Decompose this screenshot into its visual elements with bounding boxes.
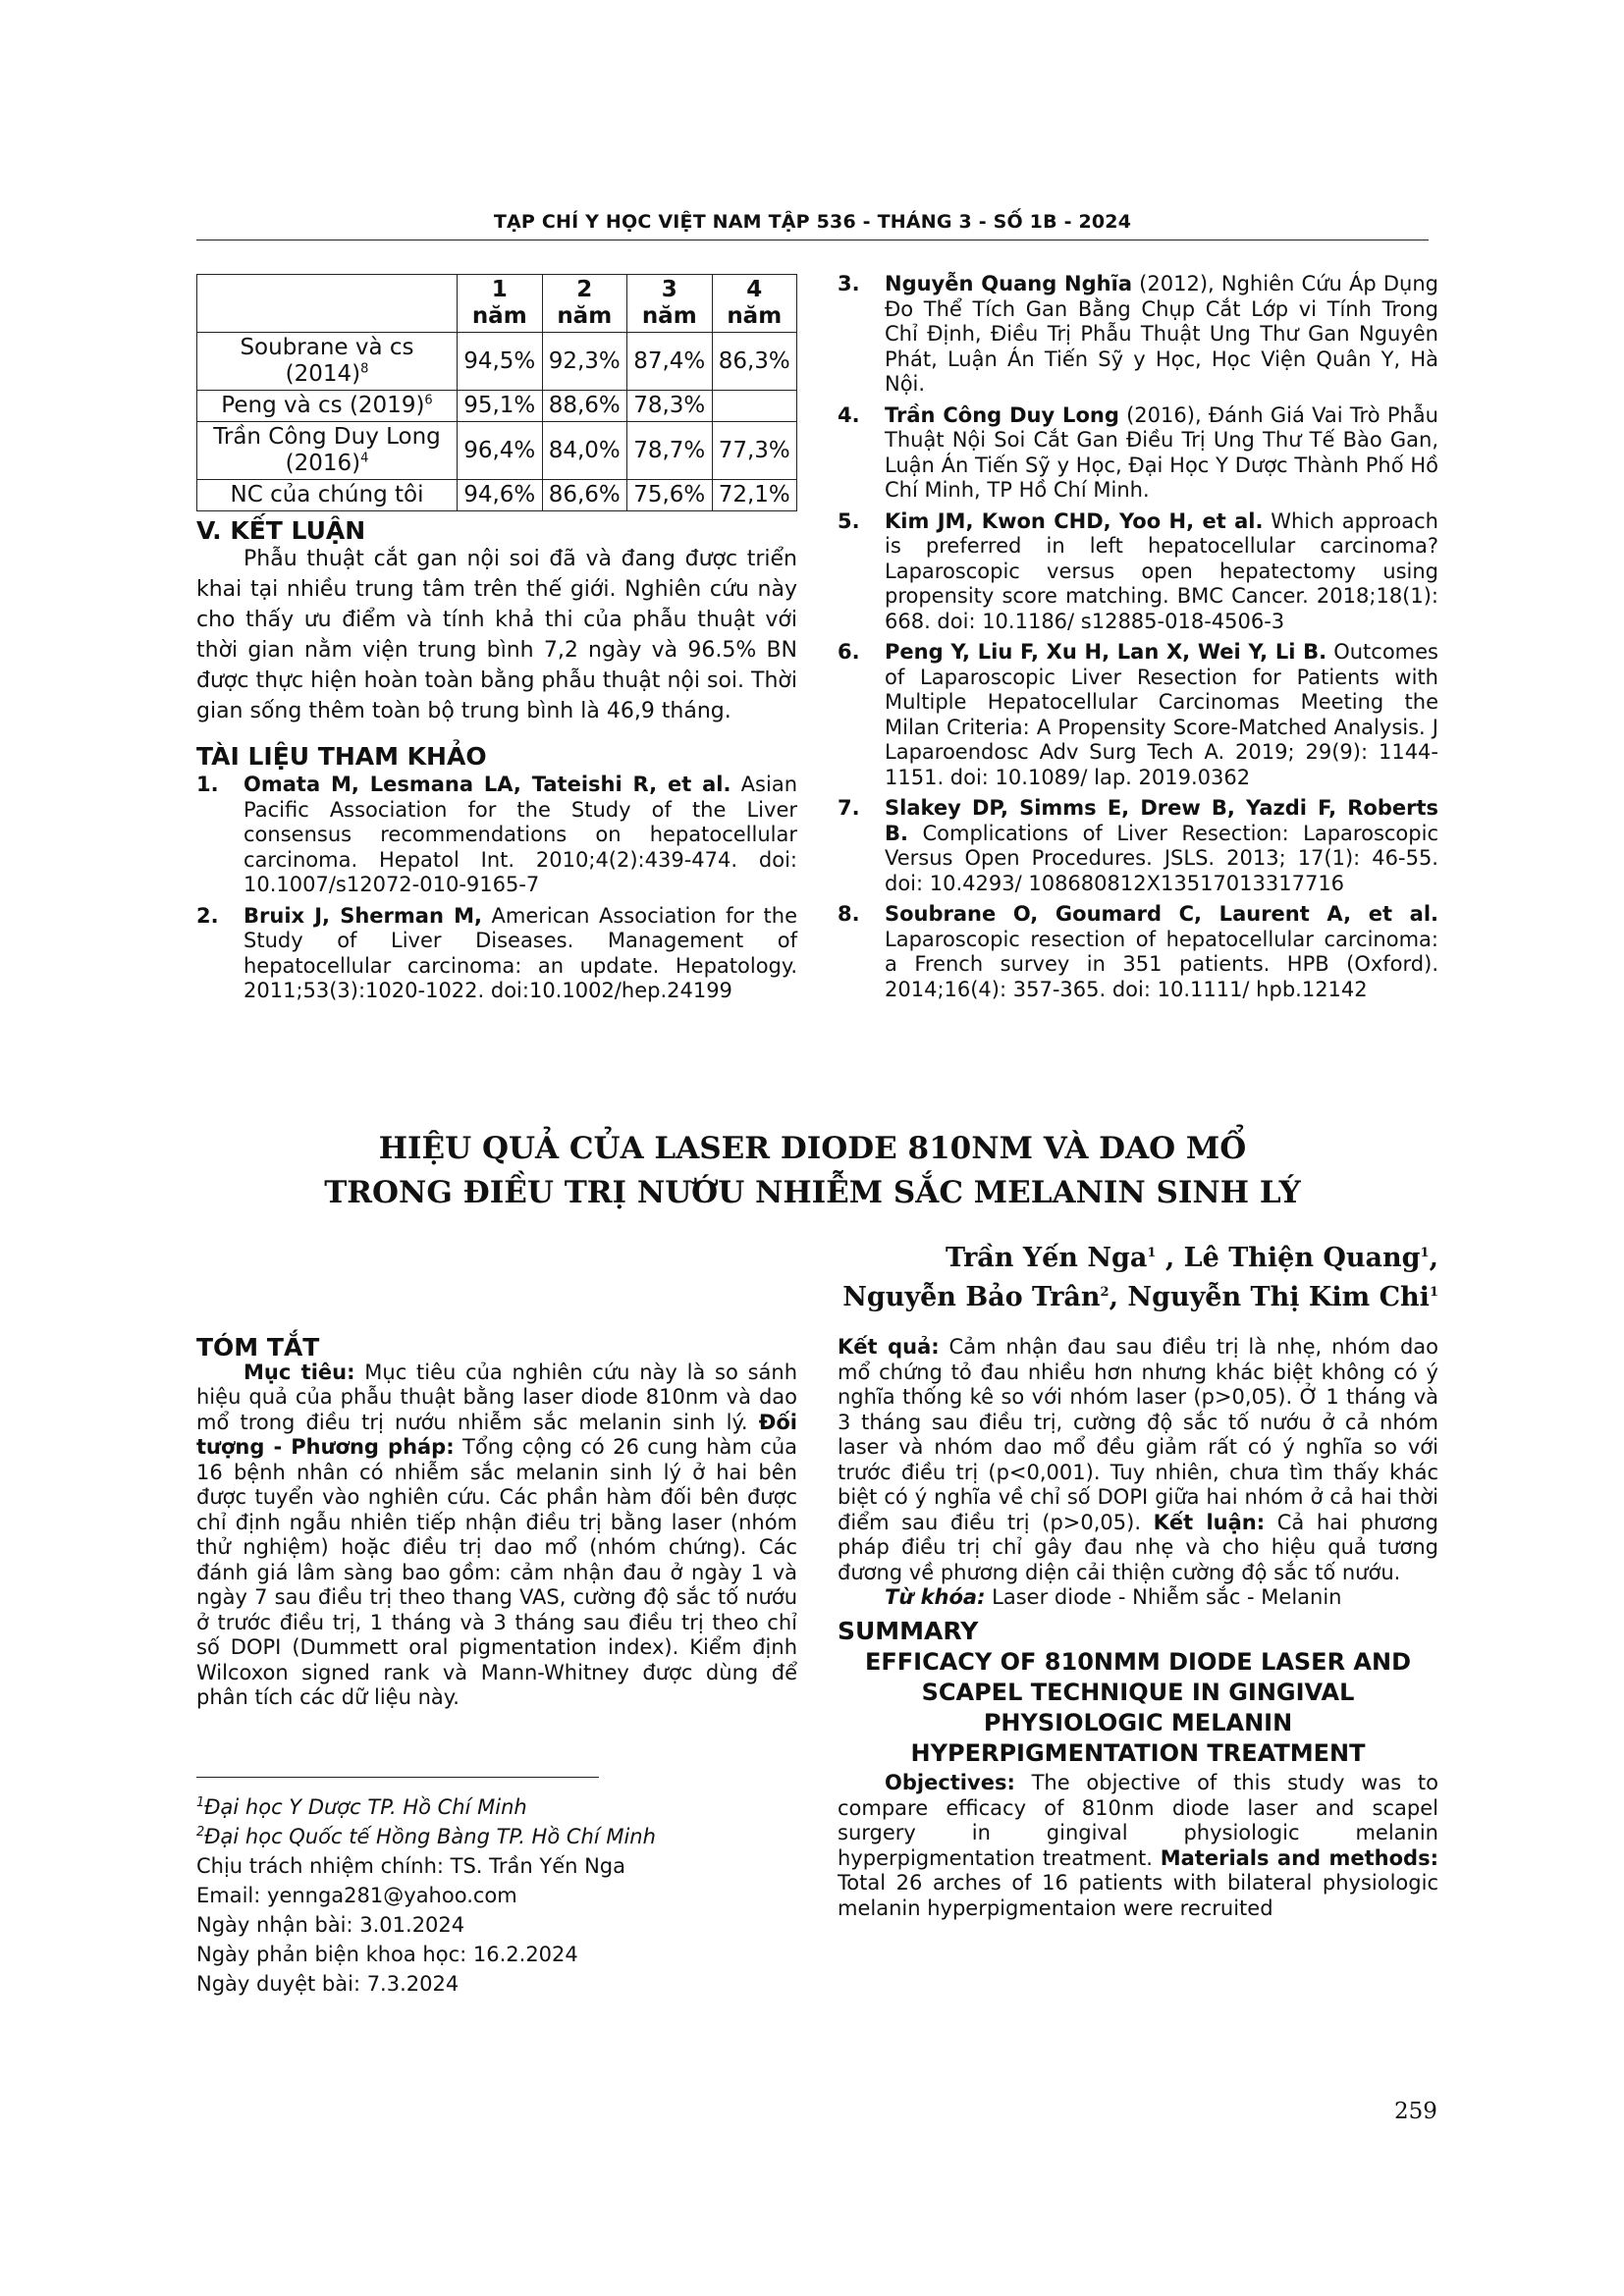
affiliation-mark: 1 xyxy=(1420,1246,1430,1260)
table-cell: 86,6% xyxy=(542,480,627,511)
reference-text: Laparoscopic resection of hepatocellular carcinoma: a French survey in 351 patients. HPB (Oxford). 2014;16(4): 357-365. doi: 10.1111/ hpb.12142 xyxy=(885,927,1438,1001)
row-label-text: Soubrane và cs (2014) xyxy=(240,335,414,387)
col-unit: năm xyxy=(471,303,527,329)
table-cell: 86,3% xyxy=(712,333,797,391)
table-cell: 92,3% xyxy=(542,333,627,391)
reference-text: (2012), Nghiên Cứu Áp Dụng Đo Thể Tích Gan Bằng Chụp Cắt Lớp vi Tính Trong Chỉ Định, Điều Trị Phẫu Thuật Ung Thư Gan Nguyên Phát, Luận Án Tiến Sỹ y Học, Học Viện Quân Y, Hà Nội. xyxy=(885,272,1438,396)
table-col-header xyxy=(458,275,543,333)
reference-body xyxy=(885,902,1438,1002)
table-header-row xyxy=(197,275,797,333)
table-cell: 77,3% xyxy=(712,422,797,480)
table-cell: 88,6% xyxy=(542,391,627,422)
references-heading: TÀI LIỆU THAM KHẢO xyxy=(196,741,487,771)
abstract-vi-left xyxy=(196,1335,797,1763)
keywords-text: Laser diode - Nhiễm sắc - Melanin xyxy=(985,1585,1342,1609)
conclusion-label: Kết luận: xyxy=(1153,1510,1266,1534)
reference-authors: Slakey DP, Simms E, Drew B, Yazdi F, Roberts B. xyxy=(885,796,1438,845)
article-title-line: TRONG ĐIỀU TRỊ NƯỚU NHIỄM SẮC MELANIN SINH LÝ xyxy=(324,1175,1301,1210)
reference-number: 2. xyxy=(196,903,219,928)
table-col-header xyxy=(627,275,713,333)
reference-authors: Omata M, Lesmana LA, Tateishi R, et al. xyxy=(244,773,731,796)
footnote-text: Đại học Quốc tế Hồng Bàng TP. Hồ Chí Minh xyxy=(204,1825,656,1848)
reference-body xyxy=(244,773,797,898)
footnote-rule xyxy=(196,1777,599,1778)
reference-authors: Trần Công Duy Long xyxy=(885,402,1119,427)
reference-body xyxy=(244,904,797,1004)
row-label-text: NC của chúng tôi xyxy=(230,482,424,507)
survival-table xyxy=(196,274,797,511)
reference-item xyxy=(838,640,1438,790)
author-line xyxy=(687,1239,1438,1278)
table-col-header xyxy=(542,275,627,333)
conclusion-heading: V. KẾT LUẬN xyxy=(196,516,366,545)
col-unit: năm xyxy=(641,303,697,329)
author-separator: , xyxy=(1429,1243,1438,1273)
row-label xyxy=(197,480,458,511)
affiliation-footnote xyxy=(196,1822,805,1851)
corresponding-author: Chịu trách nhiệm chính: TS. Trần Yến Nga xyxy=(196,1854,626,1878)
reference-number: 4. xyxy=(838,402,860,427)
reference-text: Complications of Liver Resection: Laparoscopic Versus Open Procedures. JSLS. 2013; 17(1): 46-55. doi: 10.4293/ 108680812X13517013317716 xyxy=(885,821,1438,895)
reference-number: 3. xyxy=(838,272,860,295)
reference-item xyxy=(838,902,1438,1002)
affiliation-mark: 2 xyxy=(1100,1285,1110,1300)
table-cell: 72,1% xyxy=(712,480,797,511)
col-unit: năm xyxy=(557,303,613,329)
methods-text: Tổng cộng có 26 cung hàm của 16 bệnh nhân có nhiễm sắc melanin sinh lý ở hai bên được tuyển vào nghiên cứu. Các phần hàm đối bên được chỉ định ngẫu nhiên tiếp nhận điều trị bằng laser (nhóm thử nghiệm) hoặc điều trị dao mổ (nhóm chứng). Các đánh giá lâm sàng bao gồm: cảm nhận đau ở ngày 1 và ngày 7 sau điều trị theo thang VAS, cường độ sắc tố nướu ở trước điều trị, 1 tháng và 3 tháng sau điều trị theo chỉ số DOPI (Dummett oral pigmentation index). Kiểm định Wilcoxon signed rank và Mann-Whitney được dùng để phân tích các dữ liệu này. xyxy=(196,1435,797,1709)
reference-authors: Peng Y, Liu F, Xu H, Lan X, Wei Y, Li B. xyxy=(885,640,1327,664)
materials-methods-text: Total 26 arches of 16 patients with bilateral physiologic melanin hyperpigmentaion were recruited xyxy=(838,1871,1438,1920)
author-separator: , xyxy=(1164,1243,1184,1273)
reference-item xyxy=(838,403,1438,504)
materials-methods-label: Materials and methods: xyxy=(1160,1845,1438,1870)
right-column-references xyxy=(838,272,1438,1002)
table-row xyxy=(197,422,797,480)
reference-number: 1. xyxy=(196,773,219,796)
col-number: 2 xyxy=(576,277,593,302)
review-date: Ngày phản biện khoa học: 16.2.2024 xyxy=(196,1943,578,1966)
objectives-text: The objective of this study was to compare efficacy of 810nm diode laser and scapel surgery in gingival physiologic melanin hyperpigmentation treatment. xyxy=(838,1771,1438,1870)
keywords-label: Từ khóa: xyxy=(885,1585,986,1609)
english-title: EFFICACY OF 810NMM DIODE LASER AND SCAPEL TECHNIQUE IN GINGIVAL PHYSIOLOGIC MELANIN HYPERPIGMENTATION TREATMENT xyxy=(865,1648,1411,1767)
col-number: 1 xyxy=(491,277,508,302)
ref-superscript: 8 xyxy=(360,361,369,377)
objectives-label: Objectives: xyxy=(885,1771,1015,1794)
reference-authors: Bruix J, Sherman M, xyxy=(244,903,482,928)
reference-authors: Soubrane O, Goumard C, Laurent A, et al. xyxy=(885,902,1438,926)
reference-number: 7. xyxy=(838,796,860,820)
conclusion-text: Phẫu thuật cắt gan nội soi đã và đang được triển khai tại nhiều trung tâm trên thế giới. Nghiên cứu này cho thấy ưu điểm và tính khả thi của phẫu thuật với thời gian nằm viện trung bình 7,2 ngày và 96.5% BN được thực hiện hoàn toàn bằng phẫu thuật nội soi. Thời gian sống thêm toàn bộ trung bình là 46,9 tháng. xyxy=(196,546,797,723)
author-name: Nguyễn Bảo Trân xyxy=(842,1282,1101,1312)
author-name: Nguyễn Thị Kim Chi xyxy=(1127,1282,1430,1312)
abstract-vi-right xyxy=(838,1335,1438,1921)
table-corner-cell xyxy=(197,275,458,333)
col-unit: năm xyxy=(727,303,783,329)
table-cell: 84,0% xyxy=(542,422,627,480)
summary-heading: SUMMARY xyxy=(838,1616,979,1645)
reference-text: Which approach is preferred in left hepatocellular carcinoma? Laparoscopic versus open hepatectomy using propensity score matching. BMC Cancer. 2018;18(1): 668. doi: 10.1186/ s12885-018-4506-3 xyxy=(885,508,1438,633)
row-label xyxy=(197,333,458,391)
table-col-header xyxy=(712,275,797,333)
table-cell: 78,3% xyxy=(627,391,713,422)
footnote-mark: 2 xyxy=(196,1825,205,1840)
table-row xyxy=(197,333,797,391)
reference-body xyxy=(885,509,1438,635)
row-label-text: Peng và cs (2019) xyxy=(221,393,425,418)
row-label xyxy=(197,422,458,480)
ref-superscript: 6 xyxy=(424,393,433,408)
abstract-heading: TÓM TẮT xyxy=(196,1333,320,1362)
objective-label: Mục tiêu: xyxy=(244,1360,355,1384)
reference-number: 5. xyxy=(838,508,860,533)
author-name: Trần Yến Nga xyxy=(945,1243,1148,1273)
running-header: TẠP CHÍ Y HỌC VIỆT NAM TẬP 536 - THÁNG 3 - SỐ 1B - 2024 xyxy=(493,211,1132,233)
reference-item xyxy=(196,773,797,898)
table-row xyxy=(197,480,797,511)
results-label: Kết quả: xyxy=(838,1335,940,1359)
abstract-vi-continued xyxy=(838,1335,1438,1585)
email: Email: yennga281@yahoo.com xyxy=(196,1884,517,1907)
methods-label: Đối tượng - Phương pháp: xyxy=(196,1410,797,1459)
article-title-line: HIỆU QUẢ CỦA LASER DIODE 810NM VÀ DAO MỔ xyxy=(378,1131,1247,1166)
results-text: Cảm nhận đau sau điều trị là nhẹ, nhóm dao mổ chứng tỏ đau nhiều hơn nhưng khác biệt không có ý nghĩa thống kê so với nhóm laser (p>0,05). Ở 1 tháng và 3 tháng sau điều trị, cường độ sắc tố nướu ở cả nhóm laser và nhóm dao mổ đều giảm rất có ý nghĩa so với trước điều trị (p<0,001). Tuy nhiên, chưa tìm thấy khác biệt có ý nghĩa về chỉ số DOPI giữa hai nhóm ở cả hai thời điểm sau điều trị (p>0,05). xyxy=(838,1335,1438,1534)
table-cell: 94,6% xyxy=(458,480,543,511)
keywords xyxy=(838,1585,1438,1611)
reference-body xyxy=(885,403,1438,504)
affiliation-footnote xyxy=(196,1792,805,1822)
reference-number: 8. xyxy=(838,902,860,926)
table-cell: 78,7% xyxy=(627,422,713,480)
reference-body xyxy=(885,796,1438,896)
abstract-vi-text xyxy=(196,1361,797,1763)
reference-item xyxy=(196,904,797,1004)
left-column-top xyxy=(196,518,797,1004)
reference-item xyxy=(838,796,1438,896)
row-label-text: Trần Công Duy Long (2016) xyxy=(213,424,441,476)
footnotes xyxy=(196,1792,805,1999)
reference-text: American Association for the Study of Liver Diseases. Management of hepatocellular carcinoma: an update. Hepatology. 2011;53(3):1020-1022. doi:10.1002/hep.24199 xyxy=(244,903,797,1002)
reference-number: 6. xyxy=(838,640,860,664)
affiliation-mark: 1 xyxy=(1147,1246,1157,1260)
reference-text: Asian Pacific Association for the Study of the Liver consensus recommendations on hepatocellular carcinoma. Hepatol Int. 2010;4(2):439-474. doi: 10.1007/s12072-010-9165-7 xyxy=(244,773,798,896)
reference-item xyxy=(838,509,1438,635)
abstract-en-text xyxy=(838,1771,1438,1921)
received-date: Ngày nhận bài: 3.01.2024 xyxy=(196,1913,465,1937)
table-cell: 75,6% xyxy=(627,480,713,511)
reference-body xyxy=(885,272,1438,398)
table-cell: 96,4% xyxy=(458,422,543,480)
article-title xyxy=(196,1127,1429,1215)
footnote-mark: 1 xyxy=(196,1795,205,1810)
accepted-date: Ngày duyệt bài: 7.3.2024 xyxy=(196,1972,460,1996)
author-separator: , xyxy=(1109,1282,1128,1312)
reference-authors: Nguyễn Quang Nghĩa xyxy=(885,272,1132,295)
col-number: 3 xyxy=(661,277,677,302)
author-line xyxy=(687,1278,1438,1317)
ref-superscript: 4 xyxy=(360,451,369,466)
table-cell: 94,5% xyxy=(458,333,543,391)
table-cell xyxy=(712,391,797,422)
reference-authors: Kim JM, Kwon CHD, Yoo H, et al. xyxy=(885,508,1264,533)
objective-text: Mục tiêu của nghiên cứu này là so sánh hiệu quả của phẫu thuật bằng laser diode 810nm và dao mổ trong điều trị nướu nhiễm sắc melanin sinh lý. xyxy=(196,1360,797,1434)
reference-text: (2016), Đánh Giá Vai Trò Phẫu Thuật Nội Soi Cắt Gan Điều Trị Ung Thư Tế Bào Gan, Luận Án Tiến Sỹ y Học, Đại Học Y Dược Thành Phố Hồ Chí Minh, TP Hồ Chí Minh. xyxy=(885,402,1438,502)
table-row xyxy=(197,391,797,422)
col-number: 4 xyxy=(746,277,763,302)
author-name: Lê Thiện Quang xyxy=(1183,1243,1421,1273)
table-cell: 87,4% xyxy=(627,333,713,391)
page-number: 259 xyxy=(1394,2099,1437,2124)
affiliation-mark: 1 xyxy=(1429,1285,1438,1300)
reference-item xyxy=(838,272,1438,398)
footnote-text: Đại học Y Dược TP. Hồ Chí Minh xyxy=(204,1795,527,1819)
row-label xyxy=(197,391,458,422)
reference-text: Outcomes of Laparoscopic Liver Resection for Patients with Multiple Hepatocellular Carcinomas Meeting the Milan Criteria: A Propensity Score-Matched Analysis. J Laparoendosc Adv Surg Tech A. 2019; 29(9): 1144-1151. doi: 10.1089/ lap. 2019.0362 xyxy=(885,640,1439,789)
table-cell: 95,1% xyxy=(458,391,543,422)
abstract-conclusion-text: Cả hai phương pháp điều trị chỉ gây đau nhẹ và cho hiệu quả tương đương về phương diện cải thiện cường độ sắc tố nướu. xyxy=(838,1510,1438,1584)
reference-body xyxy=(885,640,1438,790)
author-list xyxy=(687,1239,1438,1317)
